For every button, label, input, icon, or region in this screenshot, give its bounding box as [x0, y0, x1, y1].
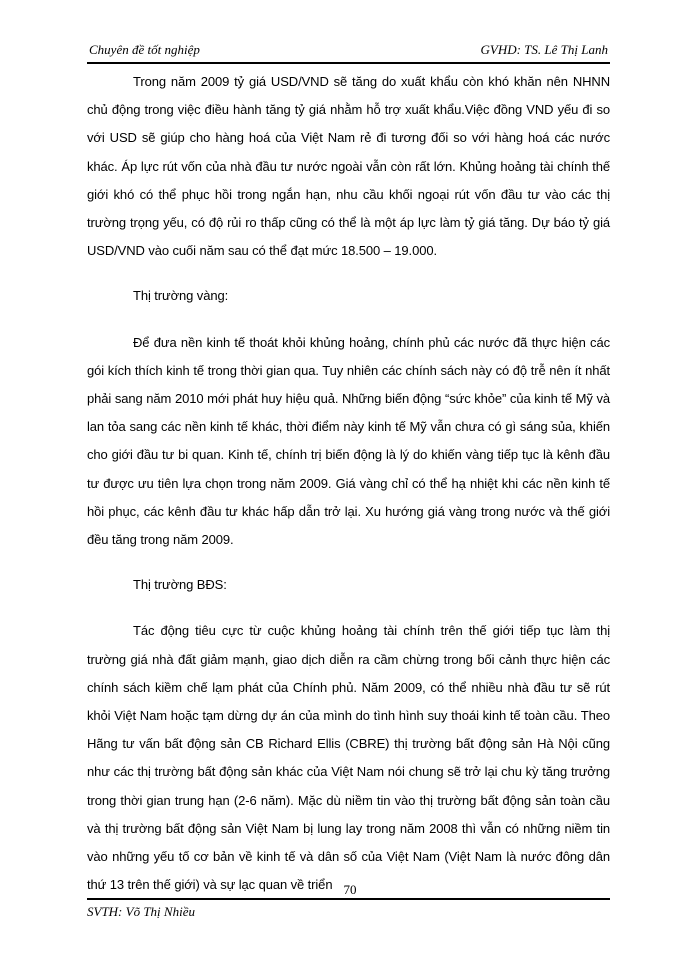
page-header [87, 34, 610, 64]
paragraph-gold: Để đưa nền kinh tế thoát khỏi khủng hoảng, chính phủ các nước đã thực hiện các gói kích thích kinh tế trong thời gian qua. Tuy nhiên các chính sách này có độ trễ nên ít nhất phải sang năm 2010 mới phát huy hiệu quả. Những biến động “sức khỏe” của kinh tế Mỹ và lan tỏa sang các nền kinh tế khác, thời điểm này kinh tế Mỹ vẫn chưa có gì sáng sủa, khiến cho giới đầu tư bi quan. Kinh tế, chính trị biến động là lý do khiến vàng tiếp tục là kênh đầu tư được ưu tiên lựa chọn trong năm 2009. Giá vàng chỉ có thể hạ nhiệt khi các nền kinh tế hồi phục, các kênh đầu tư khác hấp dẫn trở lại. Xu hướng giá vàng trong nước và thế giới đều tăng trong năm 2009. [87, 334, 610, 548]
section-heading-gold: Thị trường vàng: [133, 288, 229, 304]
header-advisor: GVHD: TS. Lê Thị Lanh [480, 42, 608, 57]
section-heading-real-estate: Thị trường BĐS: [133, 577, 227, 593]
page-number: 70 [343, 882, 357, 897]
paragraph-exchange-rate: Trong năm 2009 tỷ giá USD/VND sẽ tăng do xuất khẩu còn khó khăn nên NHNN chủ động trong việc điều hành tăng tỷ giá nhằm hỗ trợ xuất khẩu.Việc đồng VND yếu đi so với USD sẽ giúp cho hàng hoá của Việt Nam rẻ đi tương đối so với hàng hoá các nước khác. Áp lực rút vốn của nhà đầu tư nước ngoài vẫn còn rất lớn. Khủng hoảng tài chính thế giới khó có thể phục hồi trong ngắn hạn, nhu cầu khối ngoại rút vốn đầu tư vào các thị trường trọng yếu, có độ rủi ro thấp cũng có thể là một áp lực làm tỷ giá tăng. Dự báo tỷ giá USD/VND vào cuối năm sau có thể đạt mức 18.500 – 19.000. [87, 74, 610, 259]
header-title: Chuyên đề tốt nghiệp [89, 42, 200, 57]
paragraph-real-estate: Tác động tiêu cực từ cuộc khủng hoảng tài chính trên thế giới tiếp tục làm thị trường giá nhà đất giảm mạnh, giao dịch diễn ra cầm chừng trong bối cảnh thực hiện các chính sách kiềm chế lạm phát của Chính phủ. Năm 2009, có thể nhiều nhà đầu tư sẽ rút khỏi Việt Nam hoặc tạm dừng dự án của mình do tình hình suy thoái kinh tế toàn cầu. Theo Hãng tư vấn bất động sản CB Richard Ellis (CBRE) thị trường bất động sản Hà Nội cũng như các thị trường bất động sản khác của Việt Nam nói chung sẽ trở lại chu kỳ tăng trưởng trong thời gian trung hạn (2-6 năm). Mặc dù niềm tin vào thị trường bất động sản toàn cầu và thị trường bất động sản Việt Nam bị lung lay trong năm 2008 thì vẫn có những niềm tin vào những yếu tố cơ bản về kinh tế và dân số của Việt Nam (Việt Nam là nước đông dân thứ 13 trên thế giới) và sự lạc quan về triển [87, 623, 610, 893]
document-body [87, 68, 610, 899]
footer-divider [87, 898, 610, 900]
footer-author: SVTH: Võ Thị Nhiều [87, 904, 195, 919]
